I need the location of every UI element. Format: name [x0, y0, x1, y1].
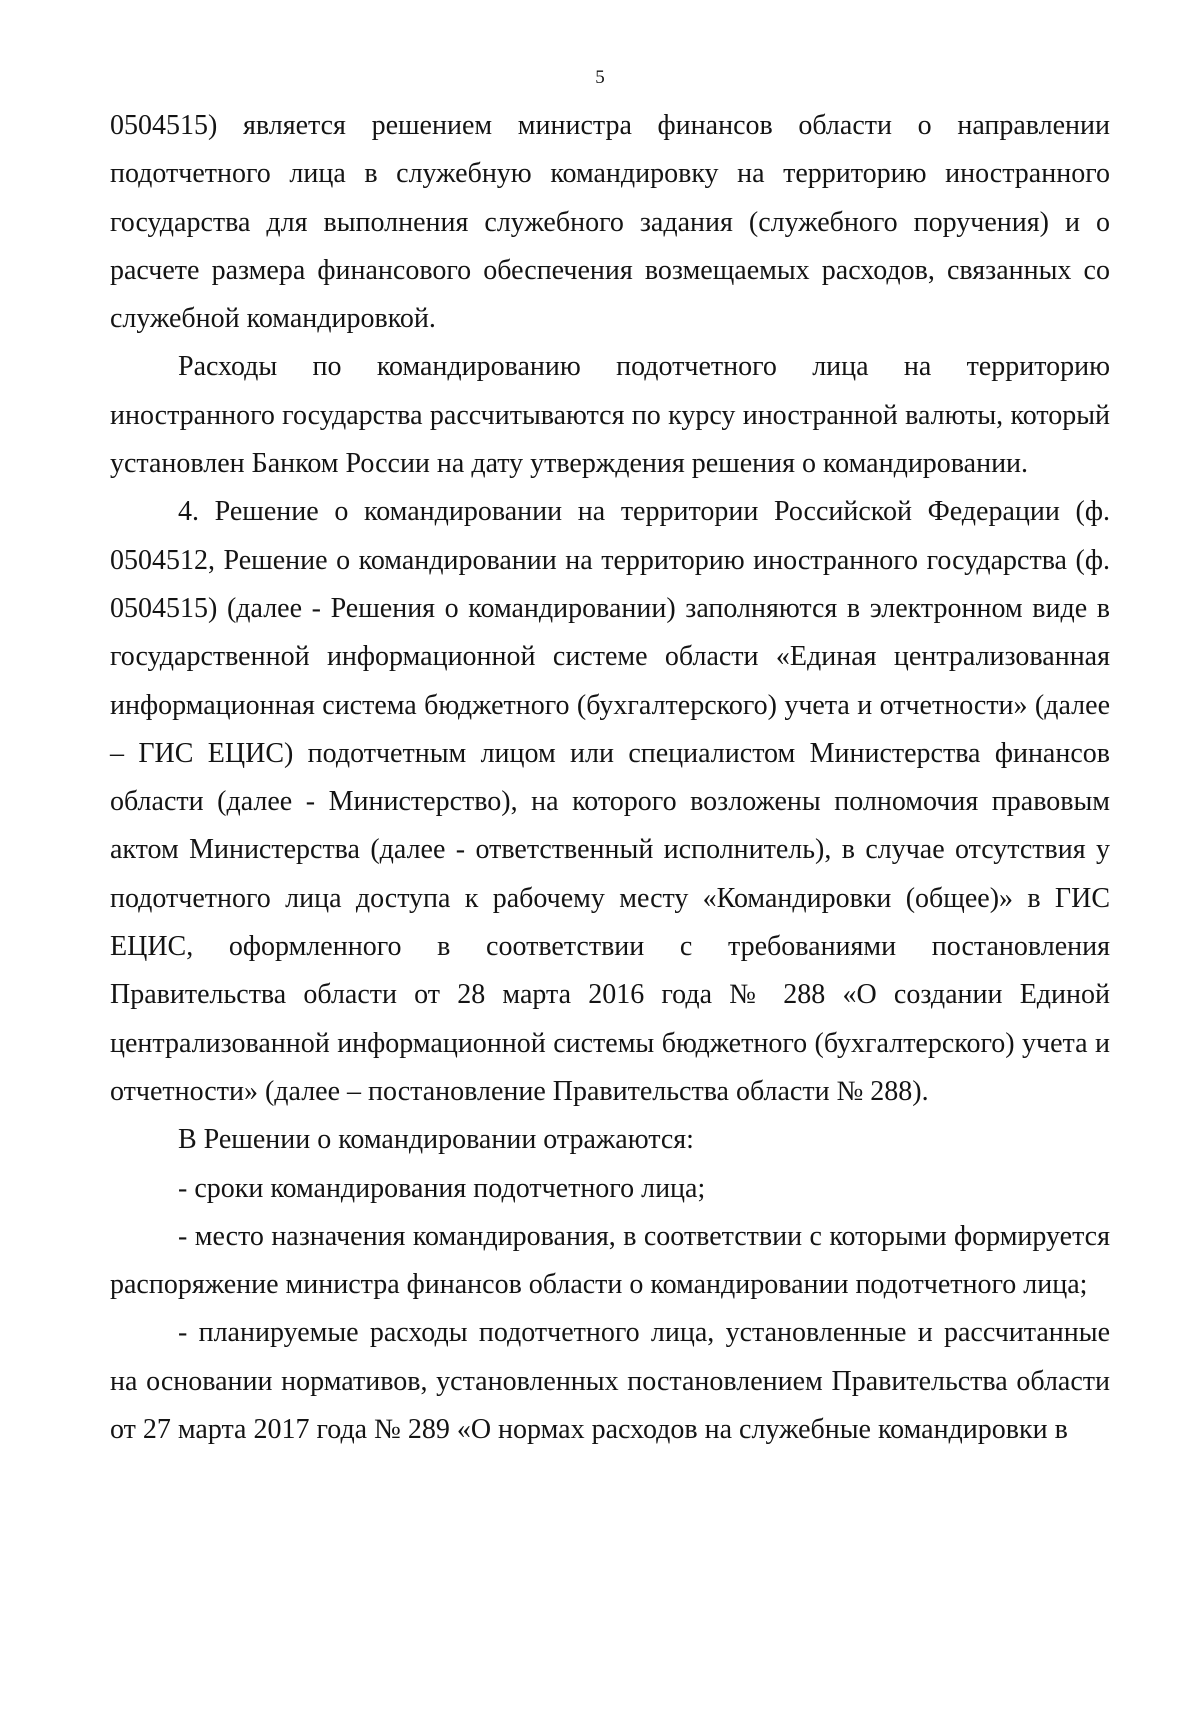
- document-body: [110, 102, 1110, 1454]
- paragraph-foreign-expenses: Расходы по командированию подотчетного лица на территорию иностранного государства рассчитываются по курсу иностранной валюты, который установлен Банком России на дату утверждения решения о командировании.: [110, 351, 1110, 480]
- paragraph-decision-foreign-trip: 0504515) является решением министра финансов области о направлении подотчетного лица в служебную командировку на территорию иностранного государства для выполнения служебного задания (служебного поручения) и о расчете размера финансового обеспечения возмещаемых расходов, связанных со служебной командировкой.: [110, 110, 1110, 335]
- list-item-destination: - место назначения командирования, в соответствии с которыми формируется распоряжение министра финансов области о командировании подотчетного лица;: [110, 1220, 1110, 1301]
- page-number: 5: [595, 67, 605, 88]
- list-item-planned-expenses: - планируемые расходы подотчетного лица, установленные и рассчитанные на основании нормативов, установленных постановлением Правительства области от 27 марта 2017 года № 289 «О нормах расходов на служебные командировки в: [110, 1317, 1110, 1446]
- paragraph-decision-contents-intro: В Решении о командировании отражаются:: [178, 1124, 694, 1156]
- list-item-trip-terms: - сроки командирования подотчетного лица;: [178, 1172, 706, 1204]
- paragraph-item-4-decision-forms: 4. Решение о командировании на территории Российской Федерации (ф. 0504512, Решение о командировании на территорию иностранного государства (ф. 0504515) (далее - Решения о командировании) заполняются в электронном виде в государственной информационной системе области «Единая централизованная информационная система бюджетного (бухгалтерского) учета и отчетности» (далее – ГИС ЕЦИС) подотчетным лицом или специалистом Министерства финансов области (далее - Министерство), на которого возложены полномочия правовым актом Министерства (далее - ответственный исполнитель), в случае отсутствия у подотчетного лица доступа к рабочему месту «Командировки (общее)» в ГИС ЕЦИС, оформленного в соответствии с требованиями постановления Правительства области от 28 марта 2016 года № 288 «О создании Единой централизованной информационной системы бюджетного (бухгалтерского) учета и отчетности» (далее – постановление Правительства области № 288).: [110, 496, 1110, 1107]
